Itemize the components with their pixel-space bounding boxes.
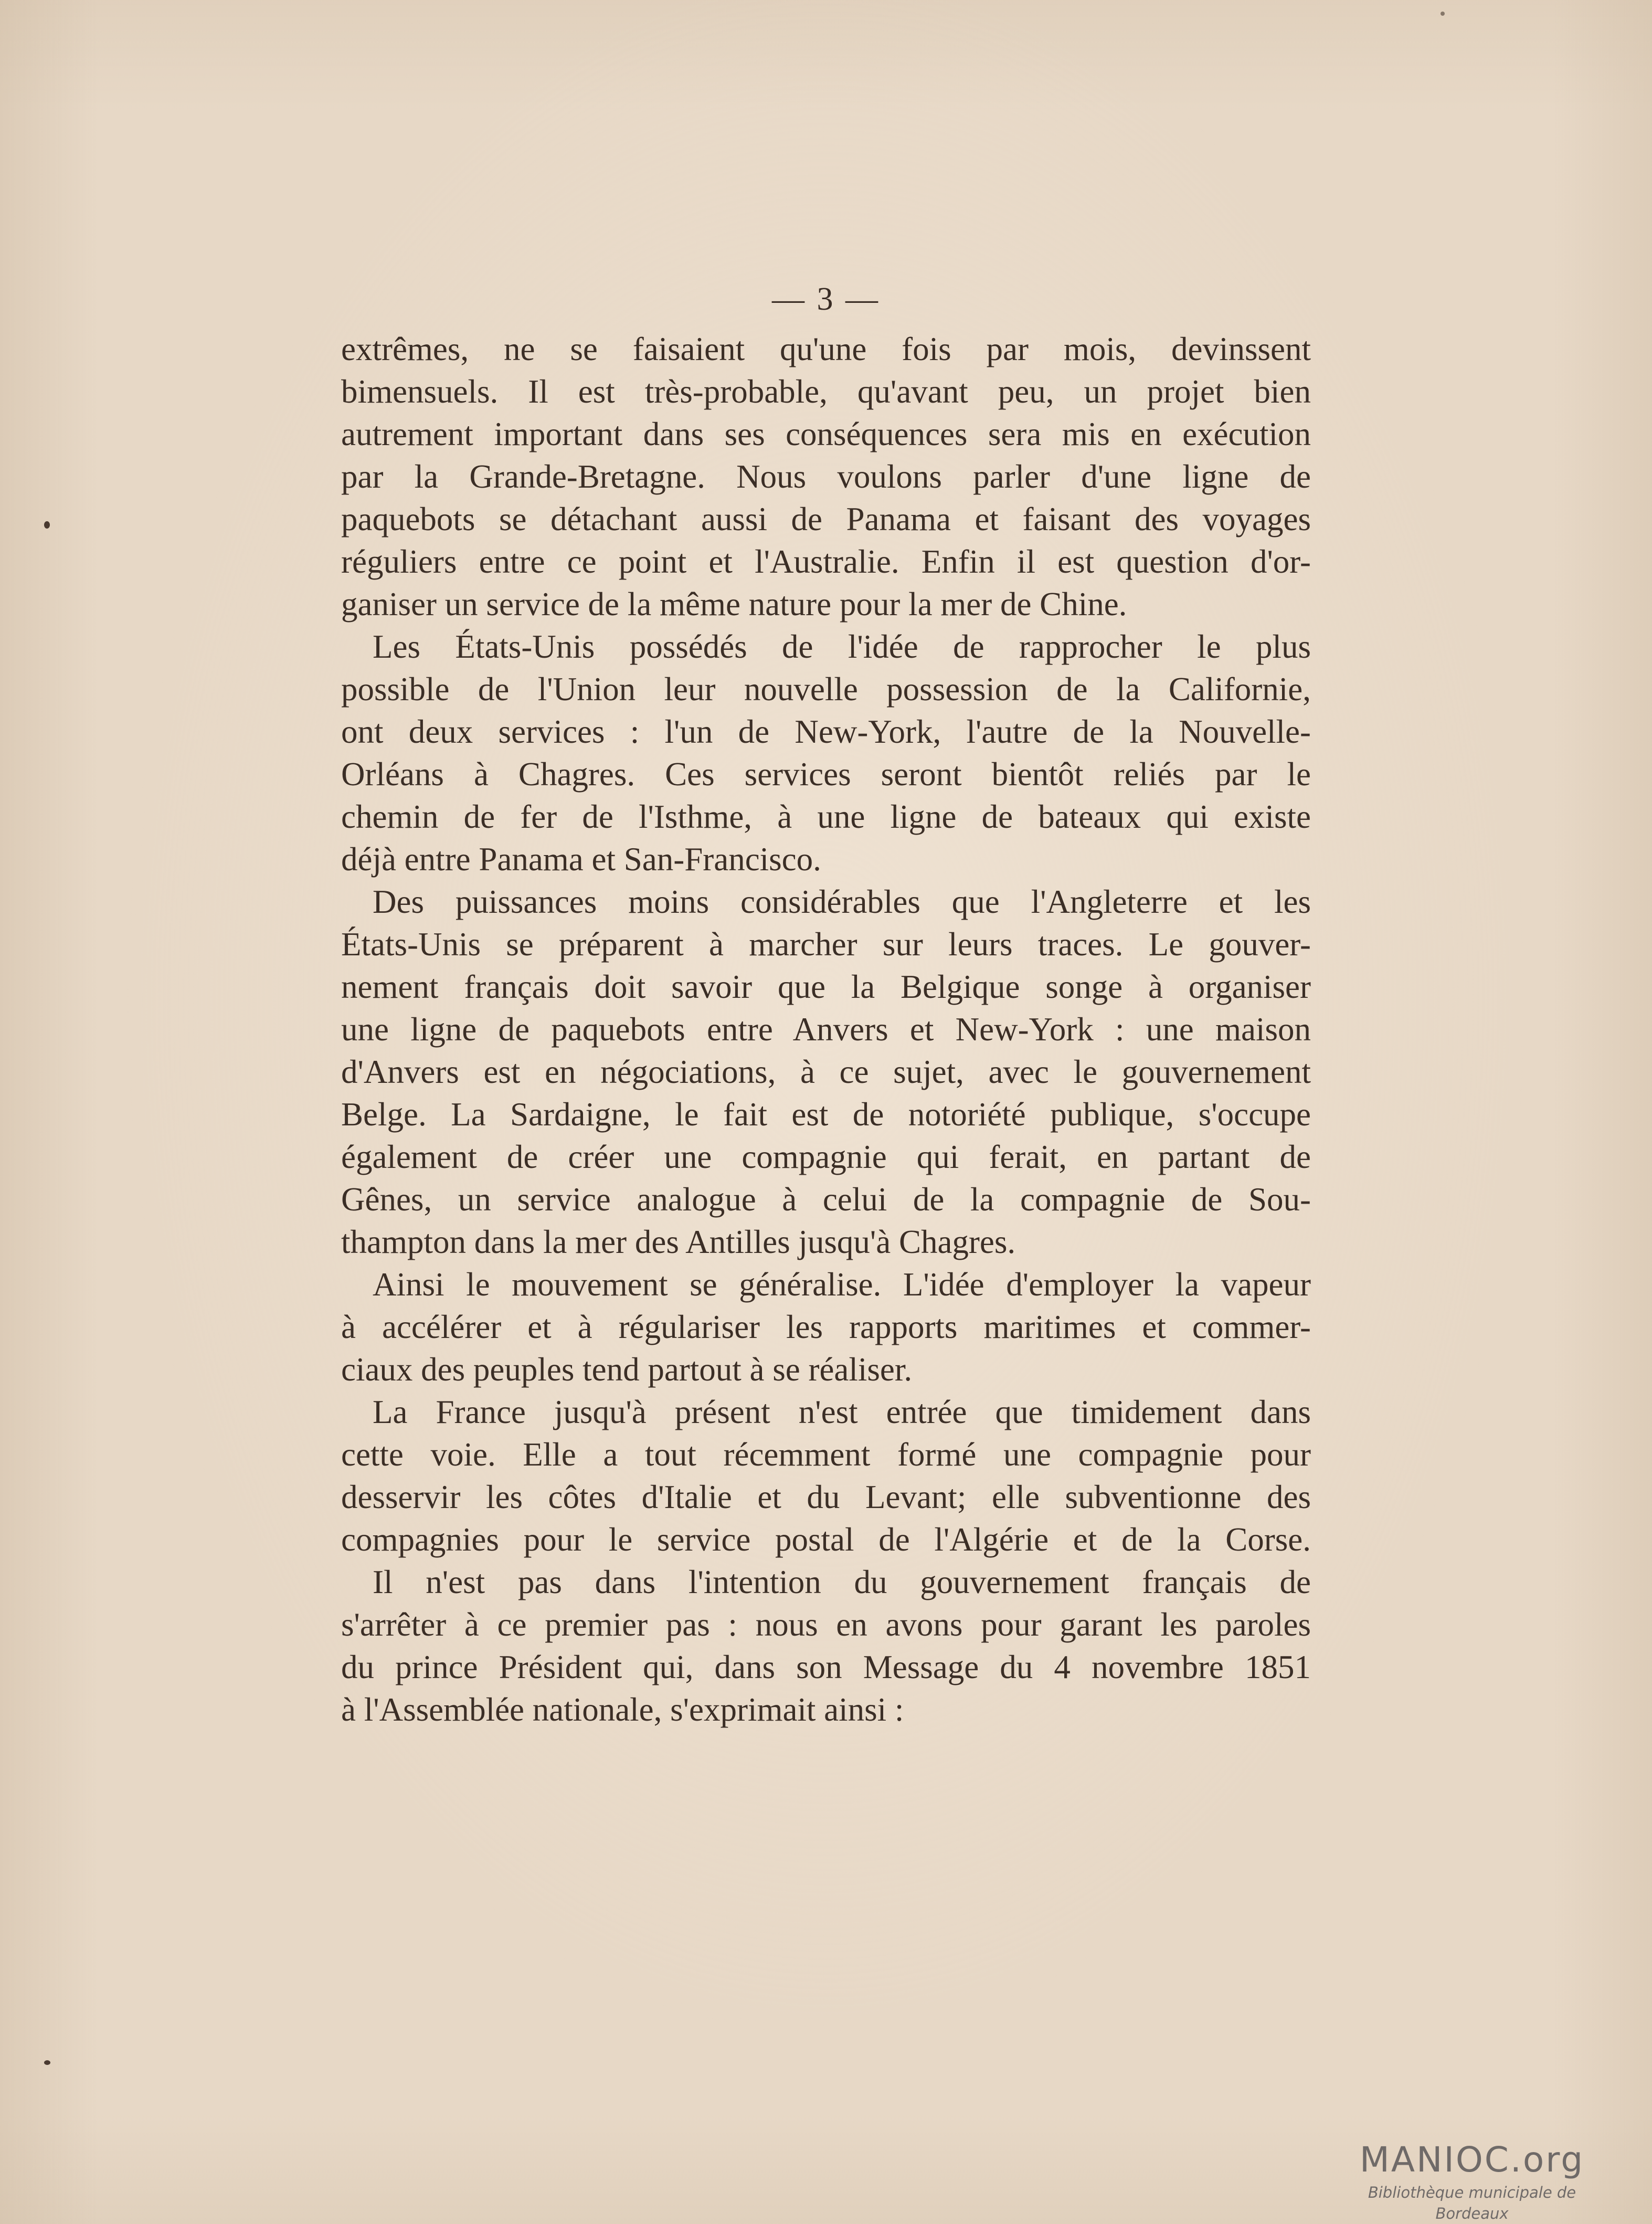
body-text (341, 328, 1311, 1731)
ink-speck (1441, 12, 1445, 16)
text-line: autrement important dans ses conséquences sera mis en exécution (341, 416, 1311, 452)
text-line: Orléans à Chagres. Ces services seront bientôt reliés par le (341, 756, 1311, 793)
text-line: déjà entre Panama et San-Francisco. (341, 841, 821, 878)
text-line: à l'Assemblée nationale, s'exprimait ainsi : (341, 1691, 904, 1728)
paragraph-3 (341, 881, 1311, 1263)
manioc-watermark (1336, 2139, 1608, 2224)
watermark-brand: MANIOC.org (1359, 2139, 1585, 2180)
watermark-subtitle: Bibliothèque municipale de Bordeaux (1368, 2184, 1576, 2222)
text-line: Les États-Unis possédés de l'idée de rapprocher le plus (373, 628, 1311, 665)
text-line: par la Grande-Bretagne. Nous voulons parler d'une ligne de (341, 458, 1311, 495)
paragraph-6 (341, 1561, 1311, 1731)
text-line: compagnies pour le service postal de l'Algérie et de la Corse. (341, 1521, 1311, 1558)
text-line: une ligne de paquebots entre Anvers et New-York : une maison (341, 1011, 1311, 1048)
text-line: Des puissances moins considérables que l'Angleterre et les (373, 883, 1311, 920)
text-line: Ainsi le mouvement se généralise. L'idée d'employer la vapeur (373, 1266, 1311, 1303)
text-line: paquebots se détachant aussi de Panama et faisant des voyages (341, 501, 1311, 537)
text-line: à accélérer et à régulariser les rapports maritimes et commer- (341, 1309, 1311, 1345)
ink-speck (44, 2060, 50, 2065)
text-line: d'Anvers est en négociations, à ce sujet, avec le gouvernement (341, 1053, 1311, 1090)
text-line: possible de l'Union leur nouvelle possession de la Californie, (341, 671, 1311, 708)
text-line: ciaux des peuples tend partout à se réaliser. (341, 1351, 913, 1388)
text-line: nement français doit savoir que la Belgique songe à organiser (341, 968, 1311, 1005)
text-line: également de créer une compagnie qui ferait, en partant de (341, 1139, 1311, 1175)
text-line: États-Unis se préparent à marcher sur leurs traces. Le gouver- (341, 926, 1311, 963)
text-line: du prince Président qui, dans son Message du 4 novembre 1851 (341, 1649, 1311, 1685)
text-line: s'arrêter à ce premier pas : nous en avons pour garant les paroles (341, 1606, 1311, 1643)
text-line: chemin de fer de l'Isthme, à une ligne de bateaux qui existe (341, 798, 1311, 835)
text-line: Belge. La Sardaigne, le fait est de notoriété publique, s'occupe (341, 1096, 1311, 1133)
text-line: bimensuels. Il est très-probable, qu'avant peu, un projet bien (341, 373, 1311, 410)
text-line: ont deux services : l'un de New-York, l'autre de la Nouvelle- (341, 713, 1311, 750)
text-line: thampton dans la mer des Antilles jusqu'à Chagres. (341, 1224, 1016, 1260)
paragraph-2 (341, 626, 1311, 881)
page-number: — 3 — (772, 281, 880, 317)
text-line: Gênes, un service analogue à celui de la compagnie de Sou- (341, 1181, 1311, 1218)
paragraph-1 (341, 328, 1311, 626)
text-line: ganiser un service de la même nature pour la mer de Chine. (341, 586, 1127, 623)
text-line: cette voie. Elle a tout récemment formé une compagnie pour (341, 1436, 1311, 1473)
paragraph-4 (341, 1263, 1311, 1391)
text-line: La France jusqu'à présent n'est entrée que timidement dans (373, 1394, 1311, 1430)
text-line: desservir les côtes d'Italie et du Levant; elle subventionne des (341, 1479, 1311, 1515)
text-line: Il n'est pas dans l'intention du gouvernement français de (373, 1564, 1311, 1600)
text-line: extrêmes, ne se faisaient qu'une fois par mois, devinssent (341, 331, 1311, 367)
text-line: réguliers entre ce point et l'Australie. Enfin il est question d'or- (341, 543, 1311, 580)
paragraph-5 (341, 1391, 1311, 1561)
ink-speck (44, 521, 50, 529)
